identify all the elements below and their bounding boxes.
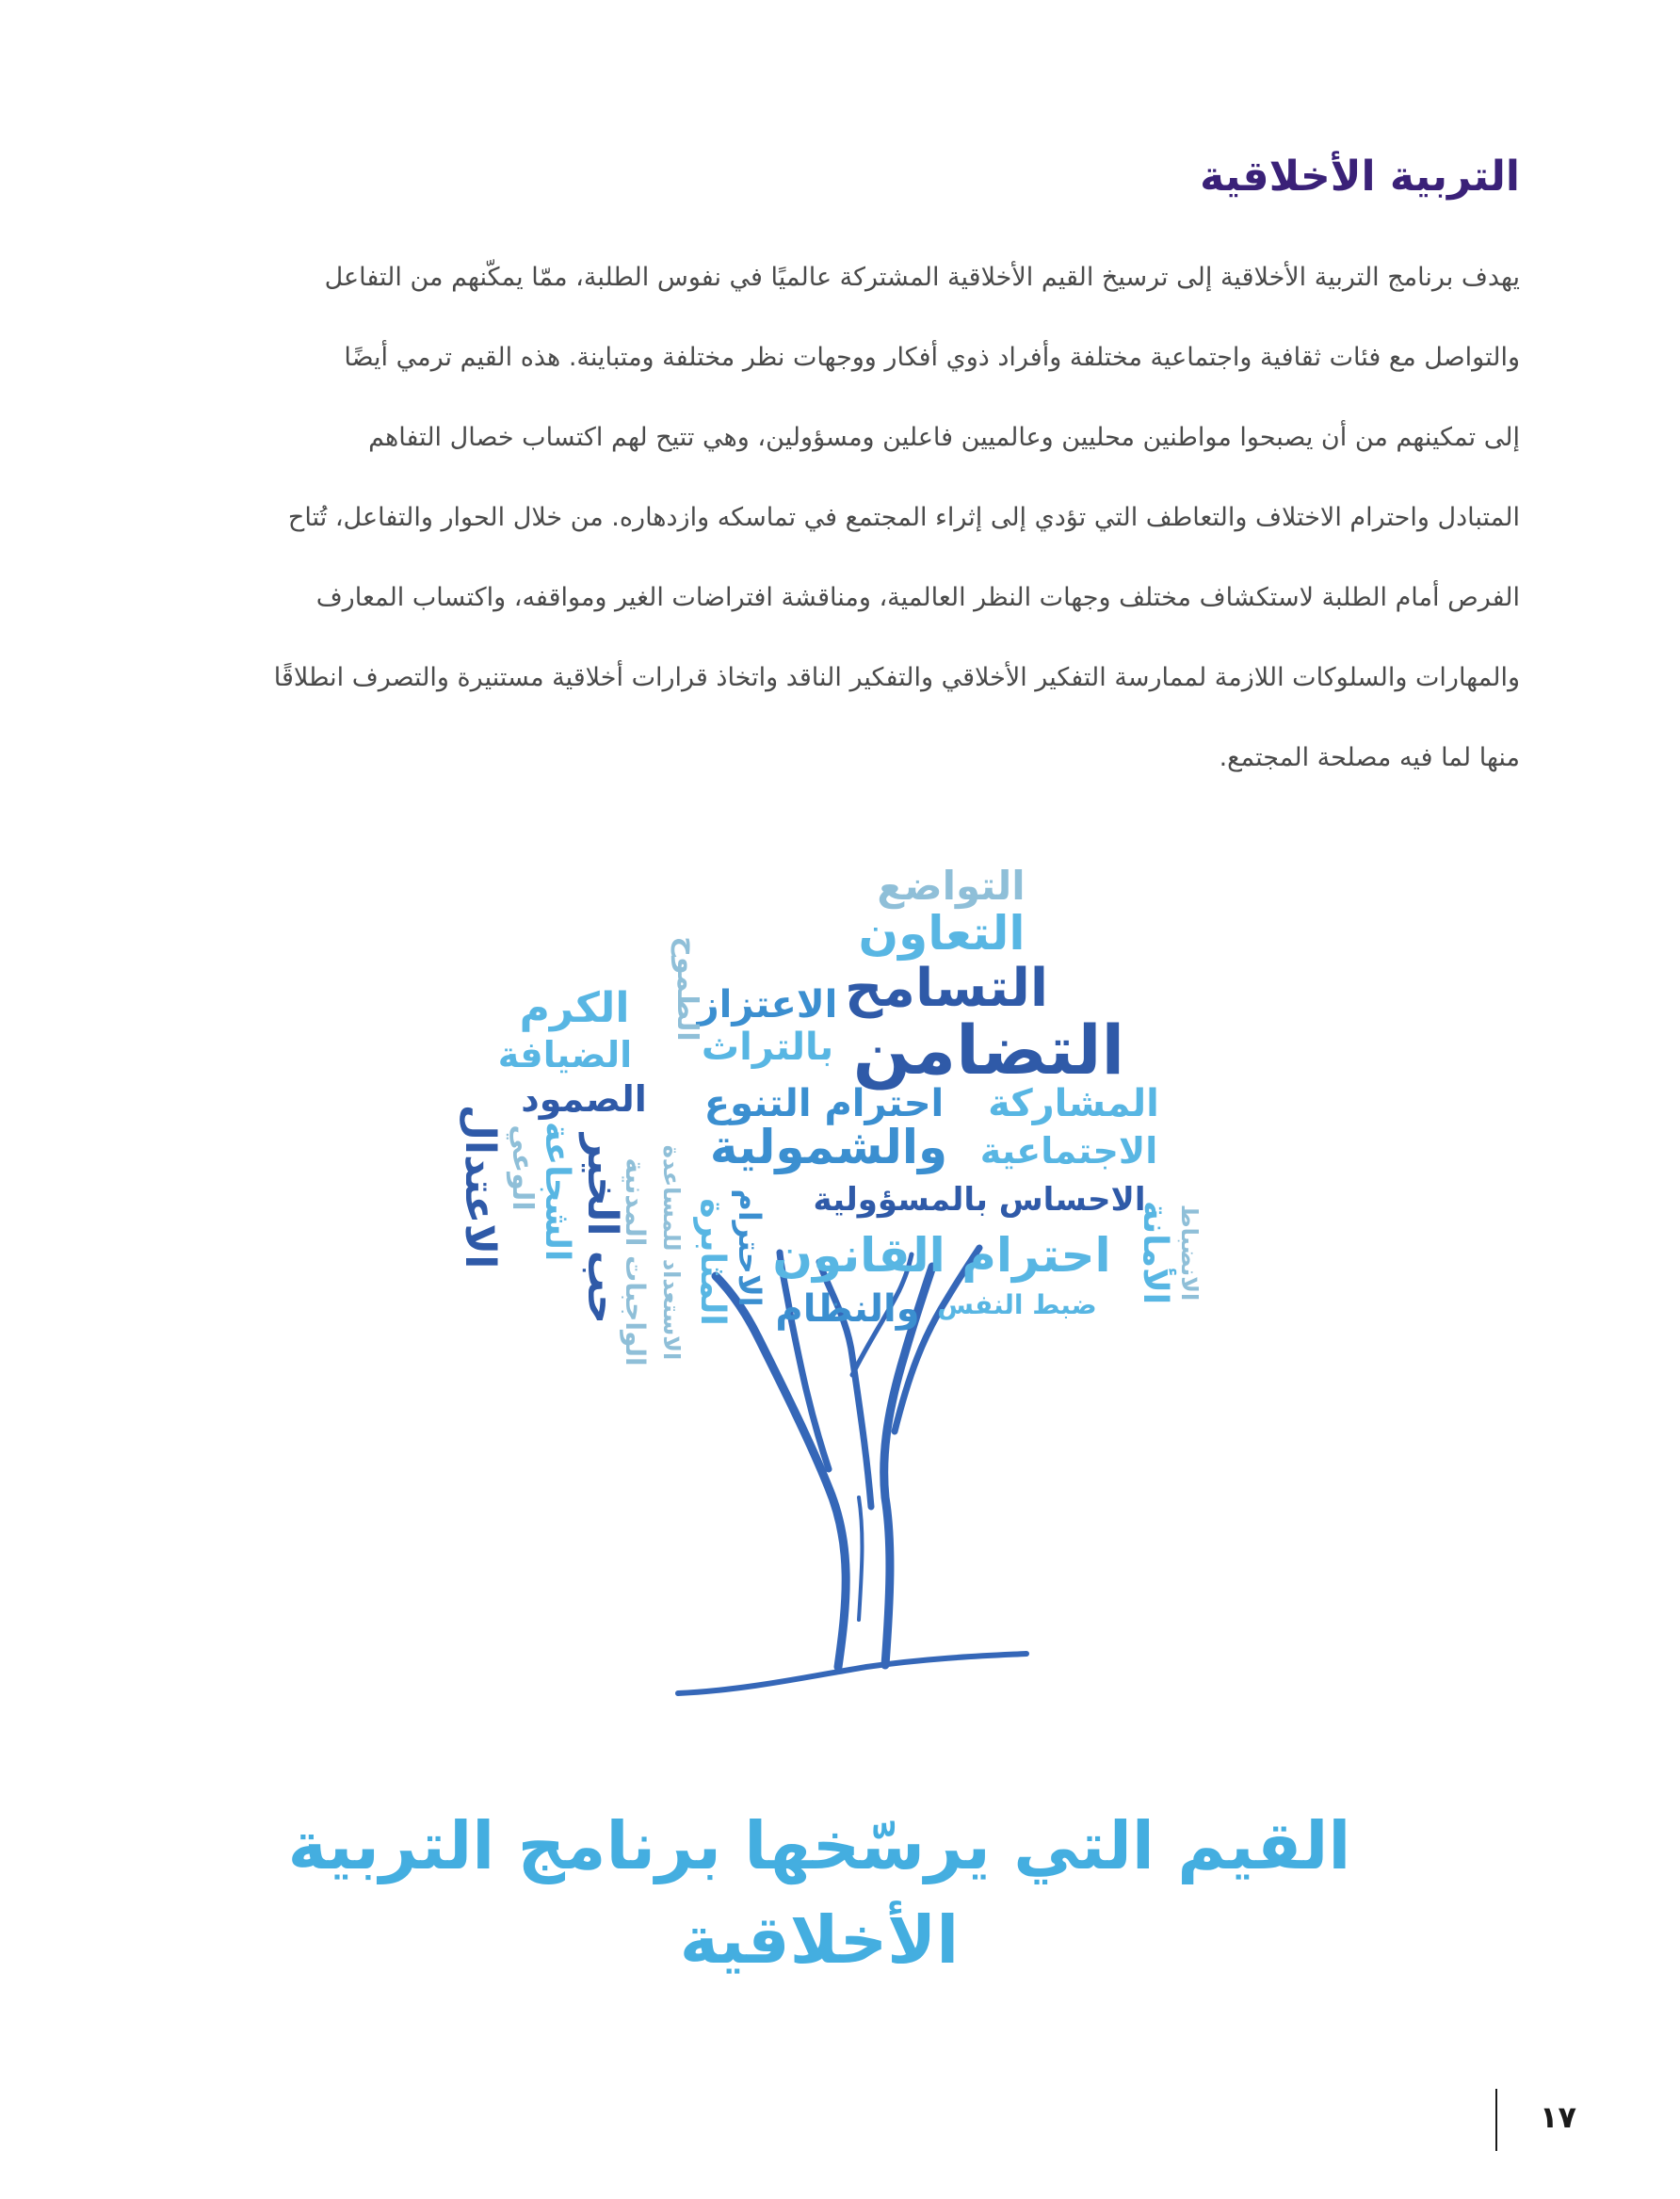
page-number-divider xyxy=(1495,2089,1497,2151)
tree-ground-line xyxy=(678,1654,1026,1693)
word-shajaa: الشجاعة xyxy=(538,1121,576,1262)
word-ihtiram-qanun: احترام القانون xyxy=(772,1228,1111,1283)
body-paragraph xyxy=(183,237,1520,798)
word-ihtiram: الاحترام xyxy=(732,1188,767,1307)
word-itizaz: الاعتزاز xyxy=(697,983,838,1027)
word-hubb-khayr: حب الخير xyxy=(578,1133,626,1325)
word-karam: الكرم xyxy=(519,984,630,1032)
word-taawun: التعاون xyxy=(858,906,1026,961)
body-line: يهدف برنامج التربية الأخلاقية إلى ترسيخ القيم الأخلاقية المشتركة عالميًا في نفوس الطلبة، ممّا يمكّنهم من التفاعل xyxy=(324,263,1520,292)
word-ihtiram-tanawwu: احترام التنوع xyxy=(703,1082,945,1125)
section-title: التربية الأخلاقية xyxy=(1200,153,1520,201)
word-muthabara: المثابرة xyxy=(693,1198,732,1326)
word-shumuliya: والشمولية xyxy=(709,1120,948,1174)
values-word-tree xyxy=(0,848,1680,1733)
body-line: المتبادل واحترام الاختلاف والتعاطف التي تؤدي إلى إثراء المجتمع في تماسكه وازدهاره. من خلال الحوار والتفاعل، تُتاح xyxy=(287,503,1520,532)
word-tasamuh: التسامح xyxy=(844,958,1049,1019)
word-amana: الأمانة xyxy=(1136,1200,1174,1305)
trunk-crack xyxy=(859,1497,862,1620)
trunk-left-edge xyxy=(716,1276,846,1667)
word-indibat: الانضباط xyxy=(1176,1204,1203,1302)
word-wai: الوعي xyxy=(506,1124,539,1211)
word-dabt: ضبط النفس xyxy=(937,1289,1097,1320)
figure-caption: القيم التي يرسّخها برنامج التربية الأخلاقية xyxy=(287,1807,1351,1979)
word-diyafa: الضيافة xyxy=(497,1034,633,1075)
page-number: ١٧ xyxy=(1539,2099,1576,2135)
body-line: إلى تمكينهم من أن يصبحوا مواطنين محليين وعالميين فاعلين ومسؤولين، وهي تتيح لهم اكتساب خصال التفاهم xyxy=(368,423,1520,452)
word-ihsas: الاحساس بالمسؤولية xyxy=(813,1181,1146,1219)
word-wajibat: الواجبات المدنية xyxy=(620,1157,651,1366)
body-line: منها لما فيه مصلحة المجتمع. xyxy=(1219,743,1520,772)
body-line: والمهارات والسلوكات اللازمة لممارسة التفكير الأخلاقي والتفكير الناقد واتخاذ قرارات أخلاقية مستنيرة والتصرف انطلاقًا xyxy=(273,663,1520,692)
body-line: الفرص أمام الطلبة لاستكشاف مختلف وجهات النظر العالمية، ومناقشة افتراضات الغير ومواقفه، واكتساب المعارف xyxy=(315,583,1520,612)
word-turath: بالتراث xyxy=(701,1026,834,1069)
word-itidal: الاعتدال xyxy=(456,1104,504,1269)
word-tawadu: التواضع xyxy=(877,863,1026,909)
word-tumuh: الطموح xyxy=(670,936,703,1042)
word-ijtimaiya: الاجتماعية xyxy=(979,1130,1158,1172)
word-musharaka: المشاركة xyxy=(988,1082,1159,1125)
tree-crown xyxy=(456,863,1203,1366)
body-line: والتواصل مع فئات ثقافية واجتماعية مختلفة وأفراد ذوي أفكار ووجهات نظر مختلفة ومتباينة. هذه القيم ترمي أيضًا xyxy=(344,343,1520,372)
word-sumud: الصمود xyxy=(521,1078,647,1120)
word-nizam: والنظام xyxy=(775,1287,920,1331)
word-istidad: الاستعداد للمساعدة xyxy=(658,1144,685,1361)
word-tadamun: التضامن xyxy=(852,1011,1125,1090)
